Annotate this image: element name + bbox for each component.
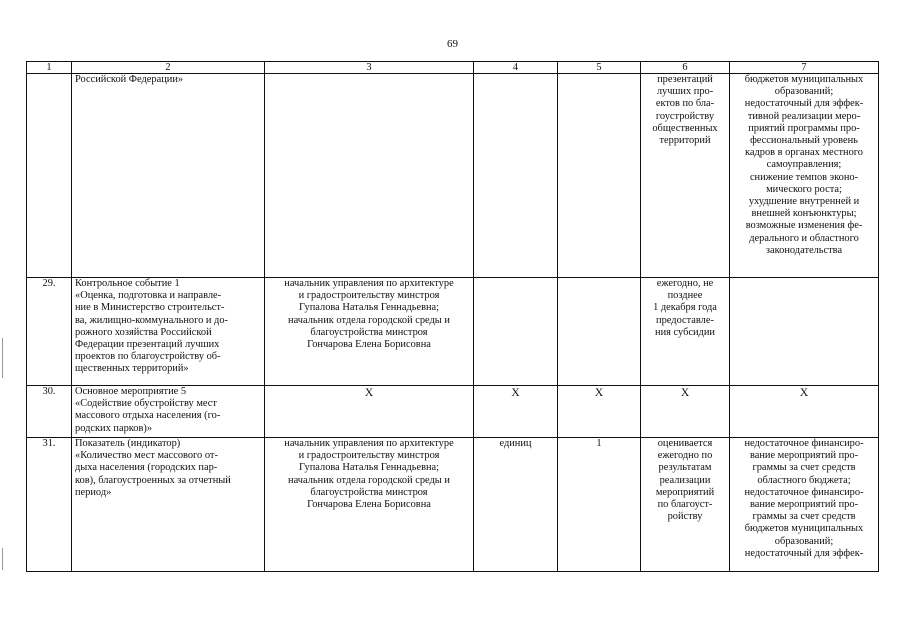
name-cell — [72, 386, 265, 438]
cell-text-line: Гупалова Наталья Геннадьевна; — [298, 462, 440, 474]
table-header-row — [27, 62, 879, 74]
unit-cell — [474, 278, 558, 386]
value-cell — [558, 438, 641, 572]
cell-text-line: дыха населения (городских пар- — [75, 462, 218, 474]
value-cell — [558, 278, 641, 386]
row-number-cell — [27, 278, 72, 386]
value-cell — [558, 74, 641, 278]
cell-text-line: Показатель (индикатор) — [75, 438, 181, 449]
x-mark: X — [799, 387, 809, 399]
cell-text-line: начальник отдела городской среды и — [288, 314, 450, 326]
cell-text-line: фессиональный уровень — [750, 135, 858, 147]
cell-text-line: недостаточный для эффек- — [744, 98, 864, 110]
cell-text-line: ухудшение внутренней и — [748, 196, 860, 208]
cell-text-line: приятий программы про- — [748, 122, 860, 134]
document-table — [26, 61, 879, 572]
margin-mark — [2, 548, 3, 570]
cell-text-line: ежегодно по — [657, 450, 713, 462]
cell-text-line: бюджетов муниципальных — [744, 523, 864, 535]
column-header: 1 — [27, 62, 72, 74]
cell-text-line: благоустройства минстроя — [310, 326, 428, 338]
column-header: 5 — [558, 62, 641, 74]
page-number: 69 — [447, 38, 458, 50]
cell-text-line: территорий — [659, 135, 711, 147]
cell-text-line: рожного хозяйства Российской — [75, 326, 212, 338]
cell-text-line: ежегодно, не — [656, 278, 714, 289]
cell-text-line: и градостроительству минстроя — [298, 450, 440, 462]
cell-text-line: Основное мероприятие 5 — [75, 386, 187, 397]
cell-text-line: «Оценка, подготовка и направле- — [75, 290, 222, 302]
cell-text-line: 1 — [596, 438, 602, 449]
cell-text-line: 1 декабря года — [653, 302, 717, 314]
cell-text-line: ектов по бла- — [655, 98, 715, 110]
cell-text-line: единиц — [499, 438, 532, 449]
cell-text-line: начальник управления по архитектуре — [284, 438, 454, 449]
cell-text-line: проектов по благоустройству об- — [75, 351, 221, 363]
cell-text-line: по благоуст- — [657, 499, 713, 511]
name-cell — [72, 74, 265, 278]
cell-text-line: результатам — [658, 462, 712, 474]
cell-text-line: ков), благоустроенных за отчетный — [75, 474, 231, 486]
cell-text-line: внешней конъюнктуры; — [751, 208, 857, 220]
cell-text-line: ния субсидии — [655, 326, 715, 338]
cell-text-line: вание мероприятий про- — [749, 450, 859, 462]
cell-text-line: кадров в органах местного — [745, 147, 863, 159]
cell-text-line: начальник управления по архитектуре — [284, 278, 454, 289]
cell-text-line: 30. — [42, 386, 56, 397]
unit-cell — [474, 74, 558, 278]
cell-text-line: реализации — [659, 474, 711, 486]
risks-cell — [730, 438, 879, 572]
cell-text-line: снижение темпов эконо- — [749, 171, 859, 183]
unit-cell — [474, 438, 558, 572]
cell-text-line: «Содействие обустройству мест — [75, 398, 217, 410]
cell-text-line: ва, жилищно-коммунального и до- — [75, 314, 228, 326]
cell-text-line: благоустройства минстроя — [310, 486, 428, 498]
cell-text-line: Гупалова Наталья Геннадьевна; — [298, 302, 440, 314]
unit-cell — [474, 386, 558, 438]
cell-text-line: недостаточное финансиро- — [744, 486, 864, 498]
cell-text-line: родских парков)» — [75, 422, 153, 434]
cell-text-line: тивной реализации меро- — [747, 110, 861, 122]
cell-text-line: вание мероприятий про- — [749, 499, 859, 511]
row-number-cell — [27, 438, 72, 572]
cell-text-line: мероприятий — [655, 486, 715, 498]
cell-text-line: граммы за счет средств — [752, 511, 856, 523]
cell-text-line: образований; — [774, 86, 834, 98]
cell-text-line: мического роста; — [766, 183, 842, 195]
deadline-cell — [641, 74, 730, 278]
risks-cell — [730, 386, 879, 438]
cell-text-line: общественных — [652, 122, 718, 134]
responsible-cell — [265, 386, 474, 438]
column-header: 3 — [265, 62, 474, 74]
cell-text-line: недостаточный для эффек- — [744, 547, 864, 559]
cell-text-line: лучших про- — [656, 86, 714, 98]
cell-text-line: 31. — [42, 438, 56, 449]
margin-mark — [2, 338, 3, 378]
column-header: 4 — [474, 62, 558, 74]
cell-text-line: недостаточное финансиро- — [744, 438, 864, 449]
cell-text-line: позднее — [667, 290, 703, 302]
x-mark: X — [511, 387, 520, 399]
row-number-cell — [27, 74, 72, 278]
column-header: 7 — [730, 62, 879, 74]
deadline-cell — [641, 438, 730, 572]
column-header: 6 — [641, 62, 730, 74]
deadline-cell — [641, 386, 730, 438]
column-header: 2 — [72, 62, 265, 74]
table-row — [27, 438, 879, 572]
cell-text-line: презентаций — [657, 74, 713, 85]
row-number-cell — [27, 386, 72, 438]
cell-text-line: предоставле- — [656, 314, 714, 326]
cell-text-line: Российской Федерации» — [75, 74, 184, 85]
cell-text-line: Гончарова Елена Борисовна — [307, 339, 431, 351]
x-mark: X — [364, 387, 374, 399]
cell-text-line: бюджетов муниципальных — [744, 74, 864, 85]
table-row — [27, 386, 879, 438]
cell-text-line: оценивается — [657, 438, 713, 449]
name-cell — [72, 438, 265, 572]
responsible-cell — [265, 278, 474, 386]
responsible-cell — [265, 438, 474, 572]
cell-text-line: 29. — [42, 278, 56, 289]
cell-text-line: щественных территорий» — [75, 363, 189, 375]
cell-text-line: дерального и областного — [749, 232, 859, 244]
cell-text-line: массового отдыха населения (го- — [75, 410, 221, 422]
responsible-cell — [265, 74, 474, 278]
table-row — [27, 278, 879, 386]
x-mark: X — [680, 387, 690, 399]
cell-text-line: и градостроительству минстроя — [298, 290, 440, 302]
x-mark: X — [594, 387, 604, 399]
cell-text-line: самоуправления; — [766, 159, 842, 171]
risks-cell — [730, 278, 879, 386]
cell-text-line: возможные изменения фе- — [745, 220, 863, 232]
cell-text-line: законодательства — [765, 244, 843, 256]
cell-text-line: Федерации презентаций лучших — [75, 339, 220, 351]
cell-text-line: ройству — [667, 511, 703, 523]
table-row — [27, 74, 879, 278]
cell-text-line: начальник отдела городской среды и — [288, 474, 450, 486]
name-cell — [72, 278, 265, 386]
risks-cell — [730, 74, 879, 278]
cell-text-line: образований; — [774, 535, 834, 547]
cell-text-line: областного бюджета; — [757, 474, 851, 486]
cell-text-line: граммы за счет средств — [752, 462, 856, 474]
deadline-cell — [641, 278, 730, 386]
cell-text-line: Гончарова Елена Борисовна — [307, 499, 431, 511]
cell-text-line: гоустройству — [655, 110, 715, 122]
cell-text-line: ние в Министерство строительст- — [75, 302, 225, 314]
cell-text-line: период» — [75, 486, 112, 498]
cell-text-line: «Количество мест массового от- — [75, 450, 218, 462]
value-cell — [558, 386, 641, 438]
cell-text-line: Контрольное событие 1 — [75, 278, 180, 289]
